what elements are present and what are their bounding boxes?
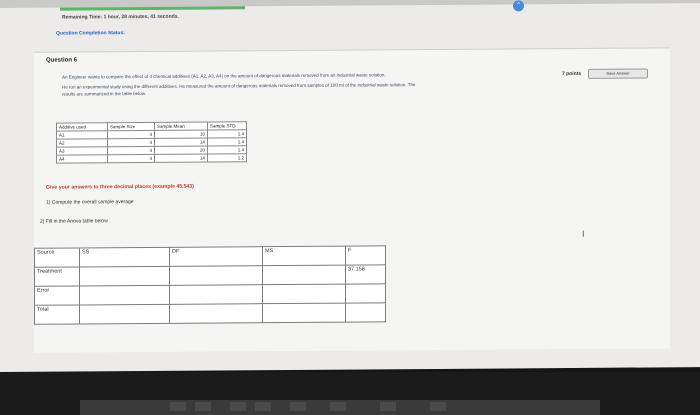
- table-row: [35, 265, 386, 286]
- save-answer-button[interactable]: Save Answer: [588, 68, 648, 78]
- anova-header-ms: MS: [263, 246, 346, 266]
- keyboard-key: [430, 402, 446, 411]
- table-header: Sample Size: [108, 122, 155, 130]
- table-cell: 4: [108, 154, 155, 162]
- keyboard-key: [195, 402, 211, 411]
- table-cell: 4: [108, 146, 155, 154]
- row-label-error: Error: [35, 286, 80, 305]
- table-cell: A1: [57, 131, 108, 139]
- ms-treatment-input[interactable]: [263, 265, 346, 285]
- table-cell: 14: [155, 154, 208, 162]
- question-title: Question 6: [46, 57, 78, 64]
- points-label: 7 points: [562, 70, 582, 78]
- sub-question-1: 1) Compute the overall sample average: [46, 199, 134, 206]
- ms-total-cell: [263, 303, 346, 323]
- chevron-up-icon[interactable]: ⌃: [513, 0, 524, 11]
- answer-instructions: Give your answers to three decimal places (example 45.543): [46, 183, 194, 191]
- table-cell: 1.4: [208, 146, 247, 154]
- anova-header-df: DF: [170, 247, 263, 267]
- keyboard-key: [290, 402, 306, 411]
- table-cell: 14: [155, 138, 208, 146]
- sub-question-2: 2) Fill in the Anova table below: [40, 218, 108, 225]
- anova-header-f: F: [346, 246, 386, 265]
- table-header: Sample STD: [208, 122, 247, 130]
- ss-treatment-input[interactable]: [80, 266, 170, 286]
- question-text-line-2: He run an experimental study using the different additives. He measured the amount of dangerous materials removed from samples of 100 ml of the industrial waste solution. The: [62, 82, 416, 90]
- progress-bar: [60, 6, 245, 10]
- anova-header-ss: SS: [80, 247, 170, 267]
- table-cell: 1.4: [208, 138, 247, 146]
- keyboard-key: [230, 402, 246, 411]
- question-text-line-1: An Engineer wants to compare the effect of 4 chemical additives (A1, A2, A3, A4) on the amount of dangerous materials removed from an industrial waste solution.: [62, 72, 386, 80]
- table-row: [35, 284, 386, 305]
- remaining-time: Remaining Time: 1 hour, 28 minutes, 41 seconds.: [62, 13, 179, 21]
- table-header: Additive used: [57, 123, 108, 131]
- ss-error-input[interactable]: [80, 285, 170, 305]
- anova-table: [34, 245, 386, 324]
- text-cursor-icon: I: [582, 228, 585, 239]
- df-total-input[interactable]: [170, 304, 263, 324]
- f-treatment-input[interactable]: 37.158: [346, 265, 386, 284]
- f-error-cell: [346, 284, 386, 303]
- anova-header-row: [35, 246, 386, 267]
- keyboard-key: [330, 402, 346, 411]
- keyboard-key: [170, 402, 186, 411]
- ms-error-input[interactable]: [263, 284, 346, 304]
- table-cell: 4: [108, 130, 155, 138]
- question-panel: [34, 47, 670, 352]
- question-completion-status[interactable]: Question Completion Status:: [56, 30, 125, 37]
- table-header: Sample Mean: [155, 122, 208, 130]
- table-cell: 10: [155, 130, 208, 138]
- table-row: [57, 154, 247, 163]
- table-row: [35, 303, 386, 324]
- question-text-line-3: results are summarized in the table below.: [62, 90, 147, 97]
- f-total-cell: [346, 303, 386, 322]
- df-treatment-input[interactable]: [170, 266, 263, 286]
- table-cell: A2: [57, 139, 108, 147]
- ss-total-input[interactable]: [80, 304, 170, 324]
- df-error-input[interactable]: [170, 285, 263, 305]
- row-label-treatment: Treatment: [35, 267, 80, 286]
- table-cell: A4: [57, 155, 108, 163]
- table-cell: A3: [57, 147, 108, 155]
- table-cell: 1.4: [208, 130, 247, 138]
- data-table: [56, 121, 247, 163]
- table-cell: 1.2: [208, 154, 247, 162]
- row-label-total: Total: [35, 305, 80, 324]
- keyboard-key: [380, 402, 396, 411]
- keyboard-key: [255, 402, 271, 411]
- table-cell: 20: [155, 146, 208, 154]
- table-cell: 4: [108, 138, 155, 146]
- anova-header-source: Source: [35, 248, 80, 267]
